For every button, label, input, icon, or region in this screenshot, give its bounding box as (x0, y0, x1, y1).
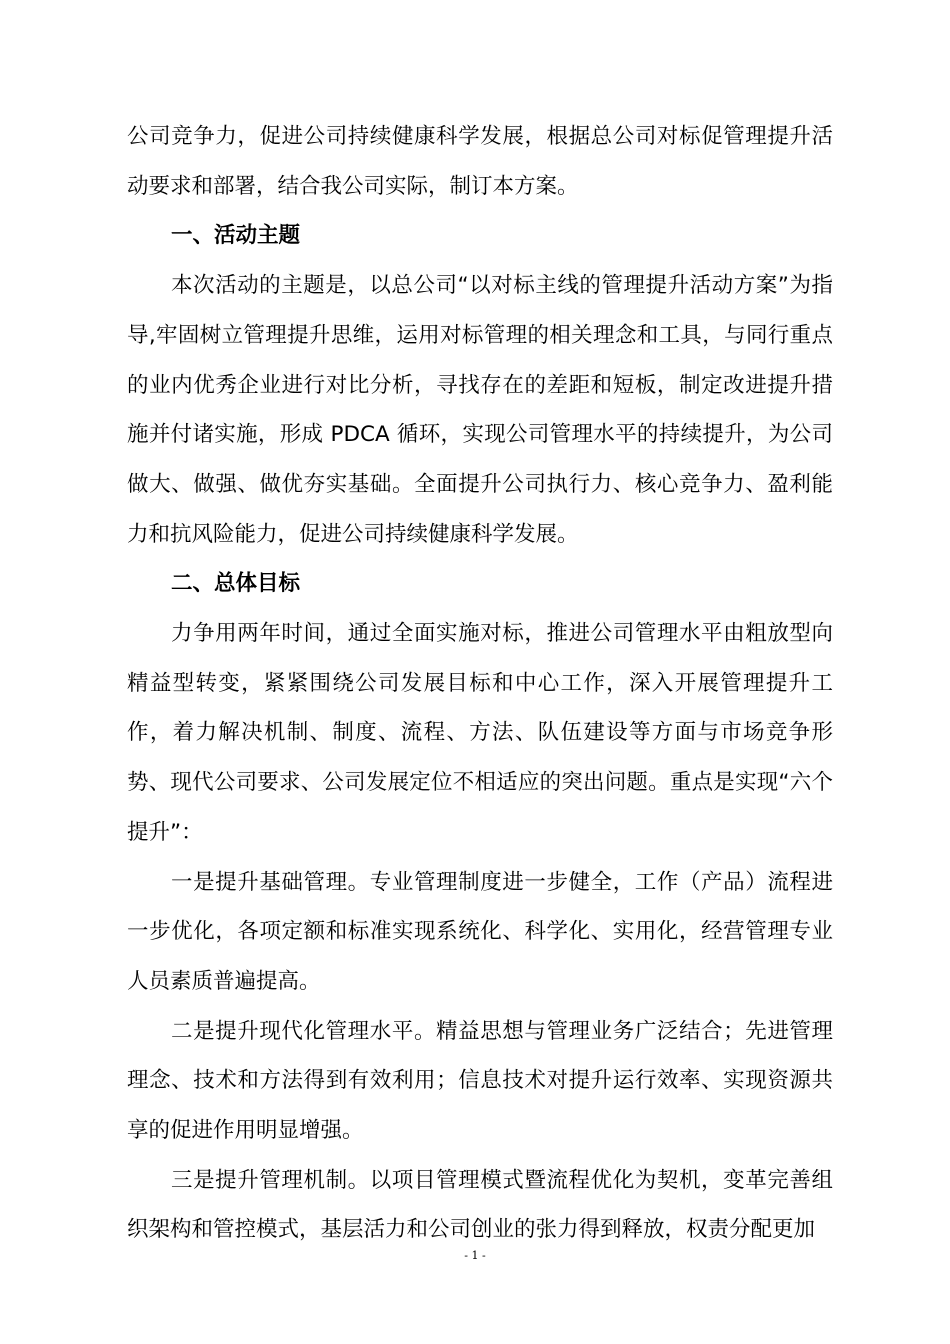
paragraph-intro-continued: 公司竞争力，促进公司持续健康科学发展，根据总公司对标促管理提升活动要求和部署，结合我公司实际，制订本方案。 (127, 124, 833, 199)
paragraph-improvement-management-mechanism: 三是提升管理机制。以项目管理模式暨流程优化为契机，变革完善组织架构和管控模式，基层活力和公司创业的张力得到释放，权责分配更加 (127, 1167, 833, 1243)
section-heading-overall-goal: 二、总体目标 (171, 571, 301, 597)
paragraph-overall-goal: 力争用两年时间，通过全面实施对标，推进公司管理水平由粗放型向精益型转变，紧紧围绕公司发展目标和中心工作，深入开展管理提升工作，着力解决机制、制度、流程、方法、队伍建设等方面与市场竞争形势、现代公司要求、公司发展定位不相适应的突出问题。重点是实现“六个提升”： (127, 621, 833, 845)
paragraph-improvement-modern-management: 二是提升现代化管理水平。精益思想与管理业务广泛结合；先进管理理念、技术和方法得到有效利用；信息技术对提升运行效率、实现资源共享的促进作用明显增强。 (127, 1018, 833, 1144)
paragraph-improvement-basic-management: 一是提升基础管理。专业管理制度进一步健全，工作（产品）流程进一步优化，各项定额和标准实现系统化、科学化、实用化，经营管理专业人员素质普遍提高。 (127, 869, 833, 994)
section-heading-activity-theme: 一、活动主题 (171, 223, 301, 249)
document-body (127, 112, 833, 1255)
page-number: - 1 - (464, 1249, 486, 1262)
paragraph-activity-theme: 本次活动的主题是，以总公司“以对标主线的管理提升活动方案”为指导,牢固树立管理提升思维，运用对标管理的相关理念和工具，与同行重点的业内优秀企业进行对比分析，寻找存在的差距和短板，制定改进提升措施并付诸实施，形成 PDCA 循环，实现公司管理水平的持续提升，为公司做大、做强、做优夯实基础。全面提升公司执行力、核心竞争力、盈利能力和抗风险能力，促进公司持续健康科学发展。 (127, 273, 833, 547)
